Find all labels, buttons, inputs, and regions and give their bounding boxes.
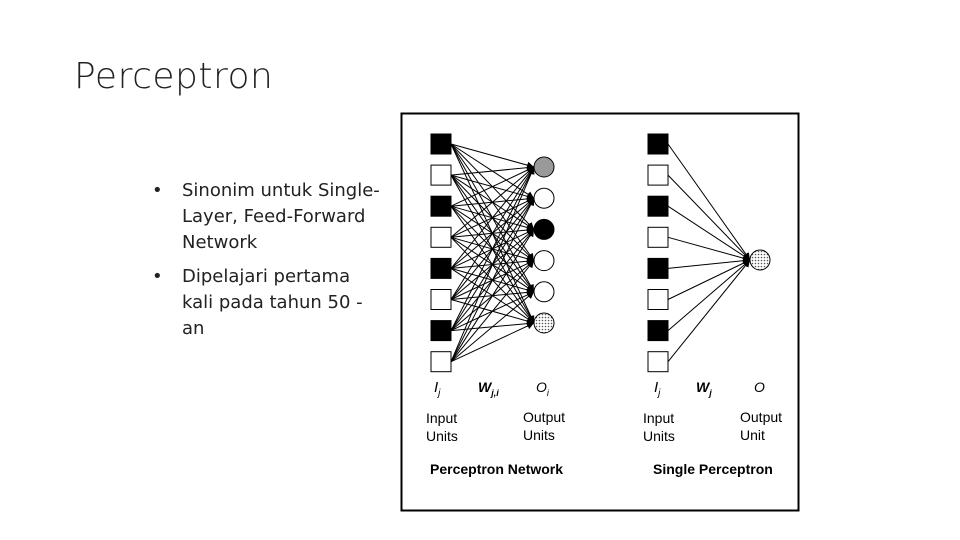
left-input-unit bbox=[431, 352, 451, 372]
left-input-unit bbox=[431, 258, 451, 278]
right-output-label: Output bbox=[740, 409, 783, 425]
left-input-label-2: Units bbox=[426, 428, 458, 444]
left-input-unit bbox=[431, 134, 451, 154]
left-output-unit bbox=[534, 157, 554, 177]
right-input-label: Input bbox=[643, 410, 675, 426]
left-input-unit bbox=[431, 321, 451, 341]
left-caption: Perceptron Network bbox=[430, 461, 564, 477]
left-input-unit bbox=[431, 196, 451, 216]
bullet-item bbox=[152, 264, 382, 342]
perceptron-diagram bbox=[400, 112, 800, 512]
left-output-unit bbox=[534, 282, 554, 302]
right-output-unit bbox=[750, 250, 770, 270]
left-input-unit bbox=[431, 290, 451, 310]
perceptron-figure bbox=[400, 112, 800, 512]
left-input-symbol: $I_j$ bbox=[434, 379, 441, 399]
left-output-unit bbox=[534, 188, 554, 208]
bullet-text: Sinonim untuk Single-Layer, Feed-Forward Network bbox=[182, 180, 380, 253]
right-input-unit bbox=[648, 134, 668, 154]
left-input-unit bbox=[431, 165, 451, 185]
left-output-unit bbox=[534, 251, 554, 271]
left-output-unit bbox=[534, 313, 554, 333]
bullet-marker: • bbox=[152, 180, 163, 201]
right-output-label-2: Unit bbox=[740, 427, 765, 443]
right-output-symbol: O bbox=[754, 379, 765, 395]
right-weight-symbol: $W_j$ bbox=[696, 379, 712, 398]
left-output-symbol: $O_i$ bbox=[536, 379, 549, 398]
left-input-unit bbox=[431, 227, 451, 247]
slide-title: Perceptron bbox=[74, 56, 274, 97]
left-output-label: Output bbox=[523, 409, 566, 425]
right-input-unit bbox=[648, 258, 668, 278]
bullet-list bbox=[152, 178, 382, 350]
right-input-unit bbox=[648, 227, 668, 247]
right-caption: Single Perceptron bbox=[653, 461, 773, 477]
right-input-unit bbox=[648, 290, 668, 310]
left-weight-symbol: $W_{j,i}$ bbox=[478, 379, 499, 398]
figure-frame bbox=[402, 114, 799, 511]
left-output-unit bbox=[534, 219, 554, 239]
left-output-label-2: Units bbox=[523, 427, 555, 443]
right-input-unit bbox=[648, 165, 668, 185]
bullet-item bbox=[152, 178, 382, 256]
left-input-label: Input bbox=[426, 410, 458, 426]
right-input-unit bbox=[648, 196, 668, 216]
bullet-text: Dipelajari pertama kali pada tahun 50 -an bbox=[182, 266, 363, 339]
right-input-symbol: $I_j$ bbox=[654, 379, 661, 399]
bullet-marker: • bbox=[152, 266, 163, 287]
right-input-label-2: Units bbox=[643, 428, 675, 444]
right-input-unit bbox=[648, 321, 668, 341]
right-input-unit bbox=[648, 352, 668, 372]
